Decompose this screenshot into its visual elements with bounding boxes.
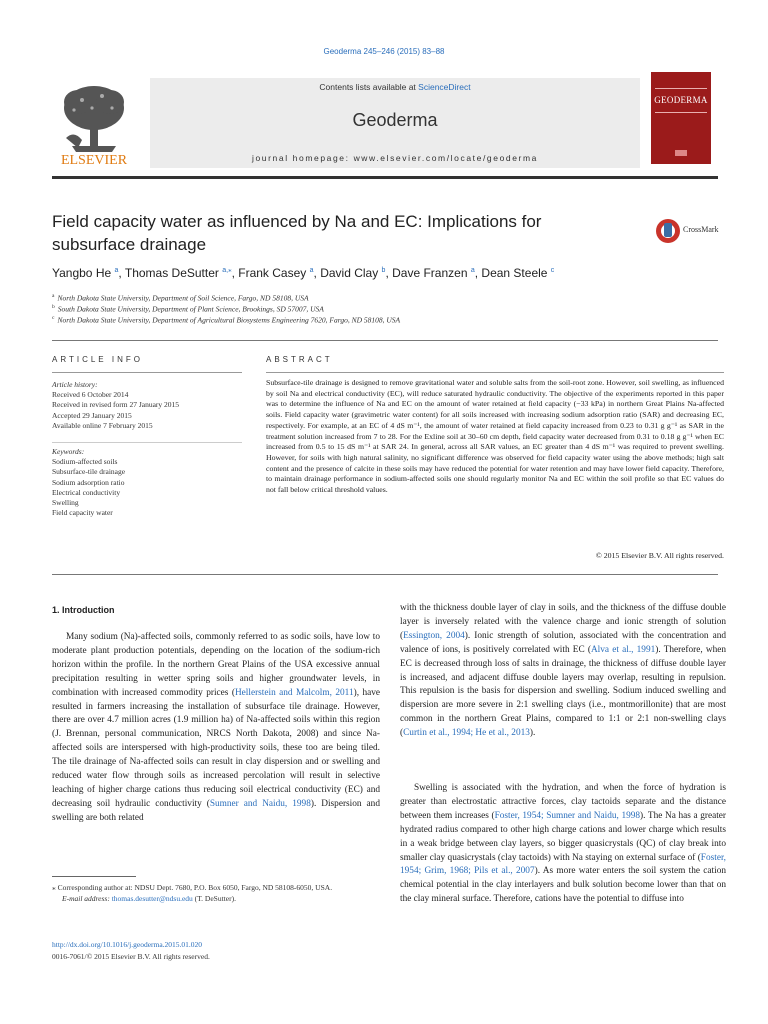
affiliation-a: $^a$ North Dakota State University, Department of Soil Science, Fargo, ND 58108, USA [52,293,309,303]
footnote [52,882,382,904]
citation-link[interactable]: Essington, 2004 [403,630,465,641]
cover-title: GEODERMA [654,95,708,105]
author-affiliation-marker[interactable]: a [114,267,119,274]
keyword: Sodium-affected soils [52,457,118,467]
crossmark-badge[interactable] [655,218,755,244]
body-text: ), have resulted in farmers increasing the installation of subsurface tile drainage. However, there are over 4.7 million acres (1.9 million ha) of Na-affected soils within this region (J. Brennan, personal communication, NRCS North Dakota, 2008) and since Na-affected soils are interspersed with high-productivity soils, these too are being tiled. The tile drainage of Na-affected soils can result in clay dispersion and or swelling and reduced water flow through soils as increased percolation will result in selective leaching of higher charge cations thus reducing soil electrical conductivity (EC) and decreasing soil hydraulic conductivity ( [52,687,380,809]
author-affiliation-marker[interactable]: b [381,267,386,274]
homepage-prefix: journal homepage: [251,153,354,163]
keywords [52,447,242,518]
section-rule [52,340,718,341]
article-info-heading: ARTICLE INFO [52,355,143,364]
author-affiliation-marker[interactable]: a [309,267,314,274]
citation-link[interactable]: Foster, 1954; Sumner and Naidu, 1998 [494,810,641,821]
contents-line [150,82,640,92]
article-title: Field capacity water as influenced by Na and EC: Implications for subsurface drainage [52,212,542,254]
abstract-text: Subsurface-tile drainage is designed to remove gravitational water and soluble salts from the soil-root zone. However, soil swelling, as influenced by soil Na and electrical conductivity (EC), will reduce saturated hydraulic conductivity. The objective of the experiments reported in this paper was to determine the influence of Na and EC on the amount of water retained at field capacity (−33 kPa) in northern Great Plains Na-affected soils. Field capacity water (gravimetric water content) for all soils increased with increasing sodium adsorption ratio (SAR) and decreasing EC, respectively. For example, at an EC of 4 dS m⁻¹, the amount of water retained at field capacity increased from 0.23 to 0.31 g g⁻¹ as SAR in the treatment solution increased from 7 to 28. For the Exline soil at 30–60 cm depth, field capacity water decreased from 0.31 to 0.18 g g⁻¹ when EC increased from 0.5 to 15 dS m⁻¹ at SAR 24. In general, across all SAR values, an EC greater than 4 dS m⁻¹ was required to prevent swelling. However, for soils with high natural salinity, no significant difference was observed for field capacity water using the above methods; high salt content and the presence of calcite in these soils may have reduced the potential for water retention and may have lower field capacity. Therefore, to maintain drainage performance in sodium-affected soils one should regularly monitor Na and EC within the soil profile so that EC values do not fall below critical threshold values. [266,378,724,495]
history-online: Available online 7 February 2015 [52,420,153,430]
body-text: ). Ionic strength of solution, associated with the concentration and valence of ions, is positively correlated with EC ( [400,630,727,655]
email-link[interactable]: thomas.desutter@ndsu.edu [111,894,193,903]
header-rule [52,176,718,179]
body-text: ). Dispersion and swelling are both related [52,798,380,823]
history-label: Article history: [52,380,98,389]
journal-cover[interactable] [651,72,711,164]
keyword: Subsurface-tile drainage [52,467,126,477]
body-text: Many sodium (Na)-affected soils, commonly referred to as sodic soils, have low to moderate plant production potentials, depending on the location of the sodium-rich horizon within the profile. In the northern Great Plains of the USA excessive annual precipitation resulting in wetter spring soils and higher groundwater levels, in combination with increased commodity prices ( [52,632,380,698]
body-rule [52,574,718,575]
author-name: Thomas DeSutter $^{a,⁎}$ [124,266,232,280]
author-affiliation-marker[interactable]: a,⁎ [222,267,232,274]
body-text: ). The Na has a greater hydrated radius compared to other high charge cations and lower charge which results in a weak bridge between clay layers, so bigger quasicrystals (QC) of clay break into smaller clay quasicrystals (clay tactoids) with Na staying on external surface of ( [400,810,727,863]
crossmark-icon [655,218,685,244]
intro-paragraph-2 [400,782,726,907]
email-label: E-mail address: [62,894,112,903]
keyword: Field capacity water [52,508,113,518]
author-affiliation-marker[interactable]: c [550,267,555,274]
author-name: Dean Steele $^c$ [481,266,555,280]
email-suffix: (T. DeSutter). [192,894,236,903]
body-text: ). As more water enters the soil system the cation chemical potential in the clay interlayers and bulk solution become lower than that on the clay mineral surface. Therefore, cations have the potential to diffuse into [400,866,726,905]
history-accepted: Accepted 29 January 2015 [52,410,132,420]
intro-paragraph-1-cont [400,602,726,741]
author-name: Frank Casey $^a$ [238,266,314,280]
citation-link[interactable]: Alva et al., 1991 [590,644,656,655]
author-affiliation-marker[interactable]: a [470,267,475,274]
body-text: Swelling is associated with the hydration, and when the force of hydration is greater than electrostatic attractive forces, clay tactoids separate and the distance between them increases ( [400,783,726,821]
article-history [52,380,242,431]
citation-link[interactable]: Foster, 1954; Grim, 1968; Pils et al., 2007 [400,852,726,877]
footnote-rule [52,876,136,877]
issn-line: 0016-7061/© 2015 Elsevier B.V. All rights reserved. [52,952,210,961]
keyword: Swelling [52,498,79,508]
contents-prefix: Contents lists available at [319,82,419,92]
journal-homepage [150,153,640,163]
section-heading-introduction: 1. Introduction [52,605,115,615]
keywords-label: Keywords: [52,447,85,456]
abstract-rule [266,372,724,373]
intro-paragraph-1 [52,631,380,826]
homepage-link[interactable]: www.elsevier.com/locate/geoderma [353,153,538,163]
doi-link[interactable]: http://dx.doi.org/10.1016/j.geoderma.2015.01.020 [52,940,203,949]
affiliation-c: $^c$ North Dakota State University, Department of Agricultural Biosystems Engineering 7620, Fargo, ND 58108, USA [52,315,401,325]
author-list: Yangbo He $^a$, Thomas DeSutter $^{a,⁎}$, Frank Casey $^a$, David Clay $^b$, Dave Franzen $^a$, Dean Steele $^c$ [52,266,555,280]
corresponding-author: ⁎ Corresponding author at: NDSU Dept. 7680, P.O. Box 6050, Fargo, ND 58108-6050, USA. [52,883,333,892]
keyword: Electrical conductivity [52,487,121,497]
journal-citation[interactable]: Geoderma 245–246 (2015) 83–88 [323,47,445,56]
elsevier-wordmark: ELSEVIER [60,153,128,168]
body-text: ). Therefore, when EC is decreased through loss of salts in drainage, the thickness of diffuse double layer is increased, and adjacent diffuse double layers may overlap, resulting in repulsion. This repulsion is the basis for dispersion and swelling. Sodium induced swelling and dispersion are more severe in 2:1 swelling clays (i.e., montmorillonite) that are most common in the northern Great Plains, compared to 1:1 or 2:1 non-swelling clays ( [400,644,726,739]
keywords-rule [52,442,242,443]
citation-link[interactable]: Sumner and Naidu, 1998 [209,798,311,809]
sciencedirect-link[interactable]: ScienceDirect [418,82,471,92]
journal-name: Geoderma [352,110,438,130]
citation-link[interactable]: Curtin et al., 1994; He et al., 2013 [403,728,530,739]
keyword: Sodium adsorption ratio [52,477,125,487]
citation-link[interactable]: Hellerstein and Malcolm, 2011 [234,687,354,698]
author-name: Yangbo He $^a$ [52,266,119,280]
article-info-rule [52,372,242,373]
history-revised: Received in revised form 27 January 2015 [52,400,180,410]
author-name: Dave Franzen $^a$ [392,266,475,280]
crossmark-label: CrossMark [683,225,719,234]
history-received: Received 6 October 2014 [52,390,129,400]
abstract-copyright: © 2015 Elsevier B.V. All rights reserved. [595,551,724,560]
author-name: David Clay $^b$ [320,266,386,280]
affiliation-b: $^b$ South Dakota State University, Department of Plant Science, Brookings, SD 57007, USA [52,304,324,314]
elsevier-logo [52,78,136,168]
body-text: with the thickness double layer of clay in soils, and the thickness of the diffuse double layer is inversely related with the valence charge and ionic strength of solution ( [400,603,726,641]
abstract-heading: ABSTRACT [266,355,333,364]
body-text: ). [529,728,536,739]
